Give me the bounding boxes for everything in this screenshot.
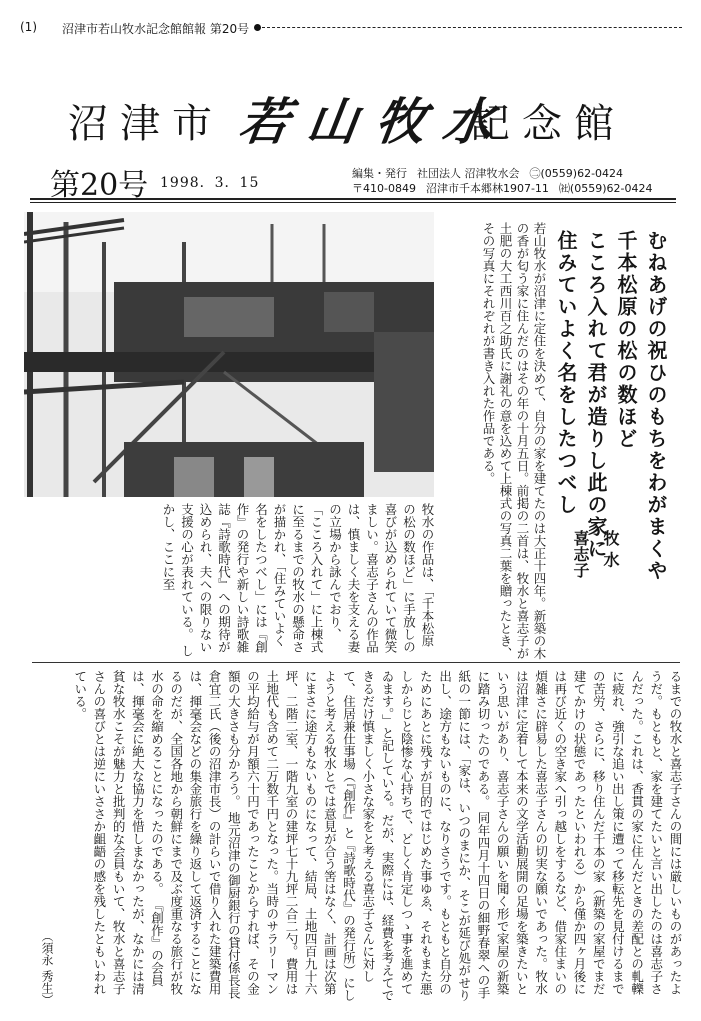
poem-line-1: むねあげの祝ひのもちをわがまくや — [644, 230, 668, 582]
poem-line-2: 千本松原の松の数ほど — [614, 230, 638, 450]
publication-name: 沼津市若山牧水記念館館報 第20号 — [62, 22, 250, 36]
poem-line-4: 住みていよく名をしたつべし — [554, 230, 578, 516]
issue-number: 第20号 — [50, 168, 149, 203]
masthead-rule-thin — [30, 202, 676, 203]
article-column-2: 牧水の作品は、「千本松原の松の数ほど」に手放しの喜びが込められていて微笑ましい。喜志子さんの作品は、慎ましく夫を支える妻の立場から詠んでおり、「こころ入れて」に上棟式に至るまでの牧水の懸命さが描かれ、「住みていよく名をしたつべし」には『創作』の発行や新しい詩歌雑誌『詩歌時代』への期待が込められ、夫への限りない支援の心が表れている。 しかし、ここに至 — [161, 503, 435, 657]
masthead-calligraphy: 若山牧水 — [235, 92, 516, 151]
issue-date: 1998．3．15 — [160, 175, 260, 191]
masthead-hall: 記念館 — [470, 101, 626, 147]
tel-number: ㊁(0559)62-0424 — [529, 167, 624, 180]
page-number: (1) — [20, 20, 37, 34]
article-column-3: るまでの牧水と喜志子さんの間には厳しいものがあったようだ。もともと、家を建てたいと言い出したのは喜志子さんだった。これは、香貫の家に住んだときの差配との軋轢に疲れ、強引な追い出し策に遭って移転先を見付けるまでの苦労、さらに、移り住んだ千本の家（新築の家屋でまだ建てかけの状態であったといわれる）から僅か四ヶ月後には再び近くの空き家へ引っ越しをするなど、借家住まいの煩雑さに辟易した喜志子さんの切実な願いであった。牧水は沼津に定着して本来の文学活動展開の足場を築きたいという思いがあり、喜志子さんの願いを聞く形で家屋の新築に踏み切ったのである。 同年四月十四日の細野春翠への手紙の一節には、「家は、いつのまにか、そこが延び処がせり出し、途方もないものに、なりさうです。もともと自分のためにあとに残すが目的ではじめた事ゆゑ、それもまた悪しからじと陰惨な心持ちで、どしく肯定しつゝ事を進めてゐます。」と記している。だが、実際には、経費を考えてできるだけ慎ましく小さな家をと考える喜志子さんに対して、住居兼仕事場（『創作』と『詩歌時代』の発行所）にしようと考える牧水とでは意見が合う筈はなく、計画は次第にまさに途方もないものになって、結局、土地四百九十六坪、二階二室、一階九室の建坪七十九坪二合二勺。費用は土地代も含めて二万数千円となった。当時のサラリーマンの平均給与が月額六十円であったことからすれば、その金額の大きさも分かろう。 地元沼津の御厨銀行の貸付係長長倉宜二氏（後の沼津市長）の計らいで借り入れた建築費用は、揮毫会などの集金旅行を繰り返して返済することになるのだが、全国各地から朝鮮にまで及ぶ度重なる旅行が牧水の命を縮めることになったのである。 『創作』の会員は、揮毫会に絶大な協力を惜しまなかったが、なかには清貧な牧水こそが魅力と批判的な会員もいて、牧水と喜志子さんの喜びとは逆にいささか齟齬の感を残したともいわれている。 — [72, 670, 683, 1002]
running-header — [0, 18, 701, 38]
address: 沼津市千本郷林1907-11 — [425, 182, 549, 195]
article-author: （須永 秀生） — [40, 930, 54, 1006]
ridgepole-ceremony-photo — [24, 212, 434, 497]
article-column-1: 若山牧水が沼津に定住を決めて、自分の家を建てたのは大正十四年。新築の木の香が匂う家に住んだのはその年の十月五日。前掲の二首は、牧水と喜志子が土肥の大工西川百之助氏に謝礼の意を込めて上棟式の写真二葉を贈ったとき、その写真にそれぞれが書き入れた作品である。 — [481, 222, 547, 660]
editor-name: 社団法人 沼津牧水会 — [417, 167, 520, 180]
masthead — [60, 82, 660, 152]
masthead-rule — [30, 198, 676, 200]
editorial-info — [352, 166, 662, 196]
poem-author-kishiko: 喜志子 — [571, 530, 590, 578]
header-dashed-rule — [262, 27, 682, 28]
masthead-city: 沼津市 — [68, 101, 224, 147]
fax-number: ㈳(0559)62-0424 — [558, 182, 653, 195]
poem-line-3: こころ入れて君が造りし此の家に — [584, 230, 608, 560]
postal-code: 〒410-0849 — [352, 182, 416, 195]
poem-authors — [565, 530, 625, 660]
column-separator — [32, 662, 680, 663]
bullet-dot — [254, 24, 261, 31]
poem-author-bokusui: 牧 水 — [601, 530, 620, 568]
editor-label: 編集・発行 — [352, 167, 407, 180]
